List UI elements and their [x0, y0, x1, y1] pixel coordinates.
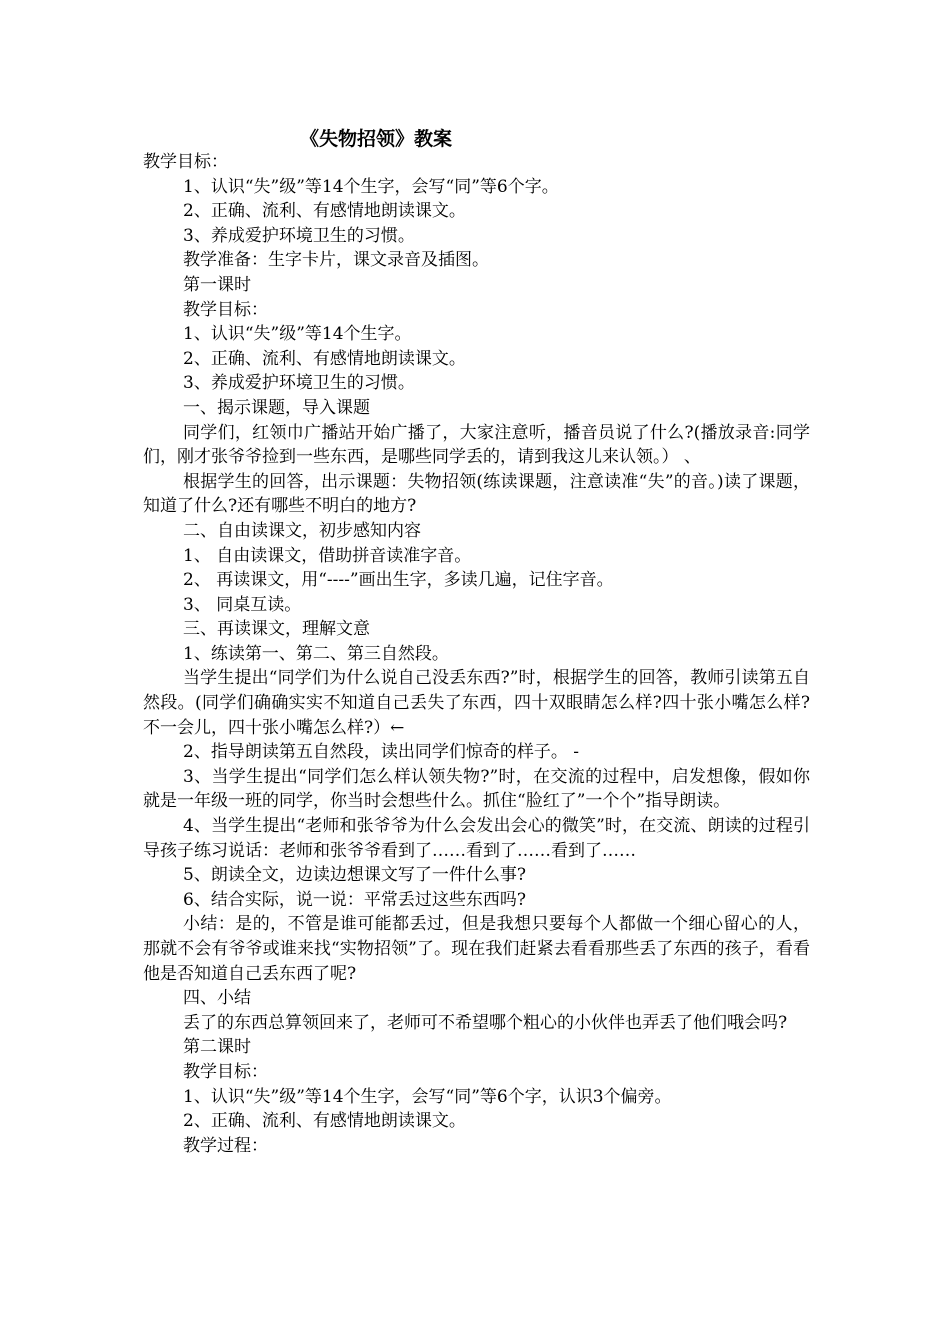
paragraph: 丢了的东西总算领回来了，老师可不希望哪个粗心的小伙伴也弄丢了他们哦会吗?	[183, 1012, 788, 1033]
paragraph: 2、 再读课文，用“----”画出生字，多读几遍，记住字音。	[183, 570, 614, 591]
paragraph: 4、当学生提出“老师和张爷爷为什么会发出会心的微笑”时，在交流、朗读的过程引导孩子练习说话：老师和张爷爷看到了……看到了……看到了……	[143, 816, 810, 861]
paragraph: 三、再读课文，理解文意	[183, 619, 370, 640]
paragraph: 3、 同桌互读。	[183, 594, 302, 615]
paragraph: 根据学生的回答，出示课题：失物招领(练读课题，注意读准“失”的音。)读了课题，知道了什么?还有哪些不明白的地方?	[143, 471, 810, 517]
paragraph: 第二课时	[183, 1037, 251, 1058]
paragraph: 教学目标：	[183, 1061, 268, 1082]
paragraph: 第一课时	[183, 274, 251, 295]
paragraph: 一、揭示课题，导入课题	[183, 397, 370, 418]
paragraph: 2、正确、流利、有感情地朗读课文。	[183, 348, 466, 369]
paragraph: 1、认识“失”级”等14个生字，会写“同”等6个字。	[183, 176, 559, 197]
paragraph: 2、正确、流利、有感情地朗读课文。	[183, 1111, 466, 1132]
paragraph: 1、练读第一、第二、第三自然段。	[183, 643, 449, 664]
document-title: 《失物招领》教案	[300, 128, 453, 150]
paragraph: 6、结合实际，说一说：平常丢过这些东西吗?	[183, 889, 526, 910]
paragraph: 教学过程：	[183, 1135, 268, 1156]
paragraph: 1、认识“失”级”等14个生字，会写“同”等6个字，认识3个偏旁。	[183, 1086, 672, 1107]
paragraph: 四、小结	[183, 988, 251, 1009]
paragraph: 3、养成爱护环境卫生的习惯。	[183, 225, 415, 246]
paragraph: 小结：是的，不管是谁可能都丢过，但是我想只要每个人都做一个细心留心的人，那就不会有爷爷或谁来找“实物招领”了。现在我们赶紧去看看那些丢了东西的孩子，看看他是否知道自己丢东西了呢?	[143, 914, 810, 984]
paragraph: 二、自由读课文，初步感知内容	[183, 520, 421, 541]
paragraph: 教学目标：	[143, 152, 228, 172]
paragraph: 教学准备：生字卡片，课文录音及插图。	[183, 250, 489, 271]
paragraph: 1、 自由读课文，借助拼音读准字音。	[183, 545, 472, 566]
paragraph: 2、正确、流利、有感情地朗读课文。	[183, 201, 466, 222]
paragraph: 当学生提出“同学们为什么说自己没丢东西?”时，根据学生的回答，教师引读第五自然段。(同学们确确实实不知道自己丢失了东西，四十双眼睛怎么样?四十张小嘴怎么样?不一会儿，四十张小嘴怎么样?）←	[143, 668, 810, 738]
paragraph: 教学目标：	[183, 299, 268, 320]
document-body	[143, 150, 810, 1158]
paragraph: 5、朗读全文，边读边想课文写了一件什么事?	[183, 865, 526, 886]
paragraph: 2、指导朗读第五自然段，读出同学们惊奇的样子。 -	[183, 742, 579, 763]
paragraph: 同学们，红领巾广播站开始广播了，大家注意听，播音员说了什么?(播放录音:同学们，刚才张爷爷捡到一些东西，是哪些同学丢的，请到我这儿来认领。） 、	[143, 422, 810, 468]
paragraph: 3、养成爱护环境卫生的习惯。	[183, 373, 415, 394]
paragraph: 1、认识“失”级”等14个生字。	[183, 324, 412, 345]
paragraph: 3、当学生提出“同学们怎么样认领失物?”时，在交流的过程中，启发想像，假如你就是一年级一班的同学，你当时会想些什么。抓住“脸红了”一个个”指导朗读。	[143, 766, 810, 812]
